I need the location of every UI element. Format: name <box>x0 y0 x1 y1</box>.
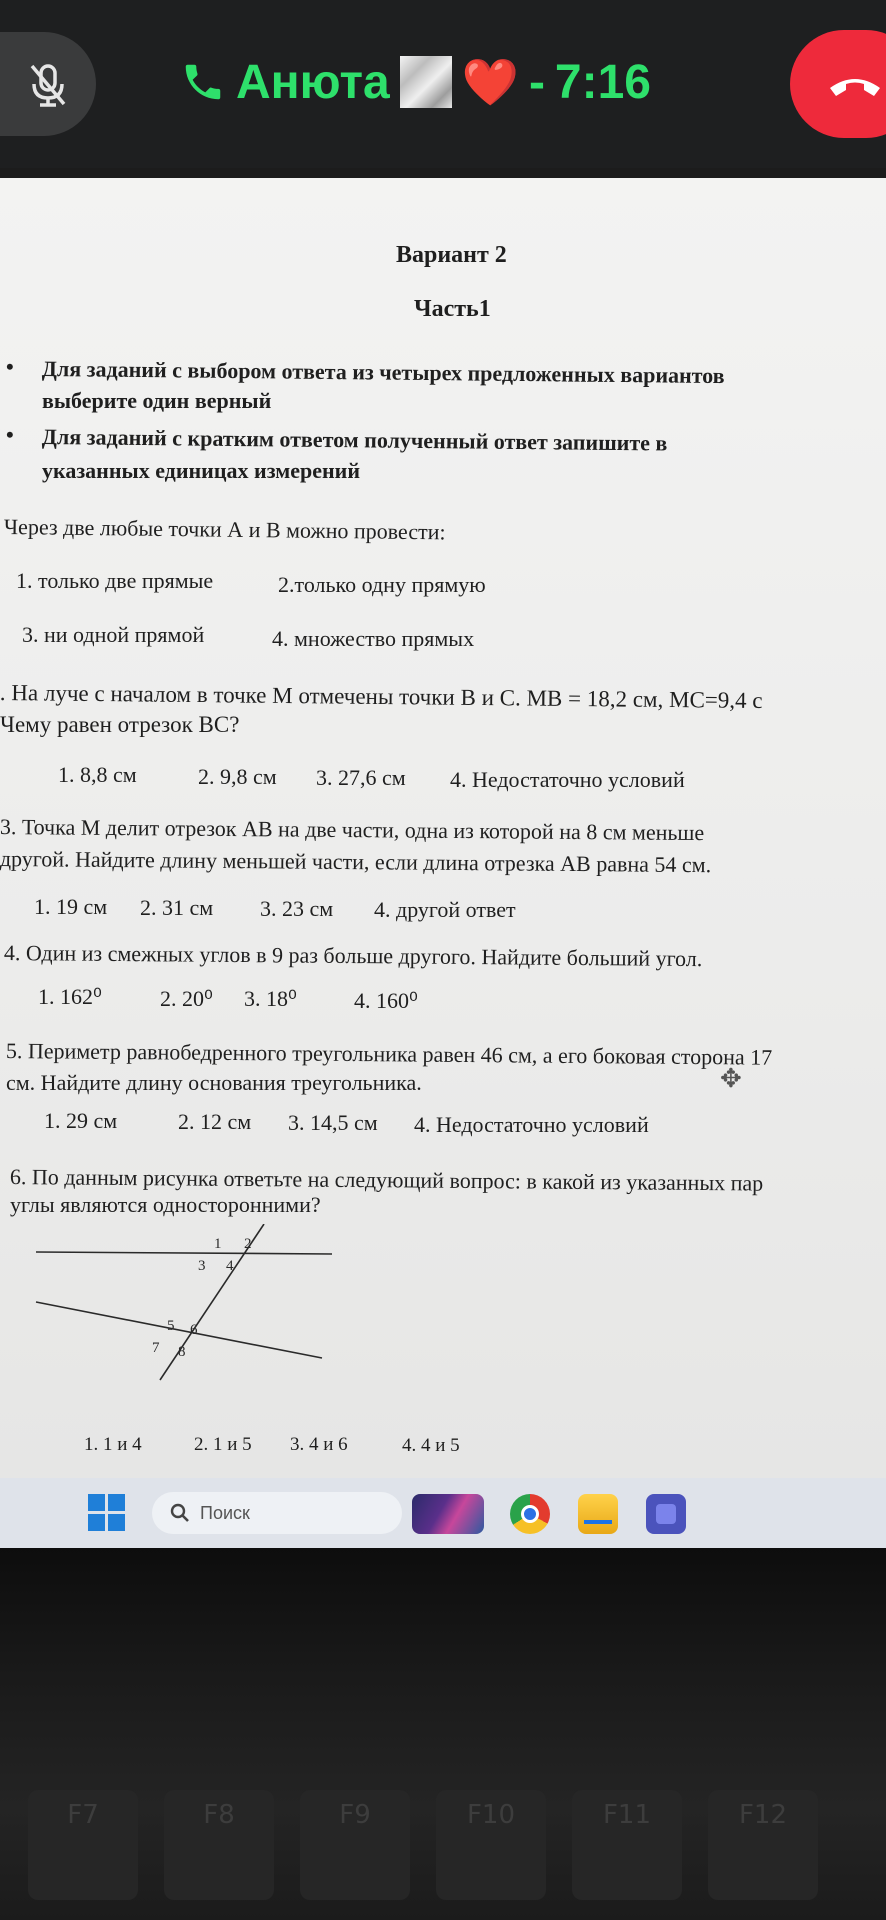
angle-label-1: 1 <box>214 1236 222 1252</box>
parallel-lines-figure <box>30 1224 340 1384</box>
part-title: Часть1 <box>414 296 491 322</box>
question-6-line-1: 6. По данным рисунка ответьте на следующий вопрос: в какой из указанных пар <box>9 1164 764 1196</box>
file-explorer-icon[interactable] <box>578 1494 618 1534</box>
windows-start-icon[interactable] <box>88 1494 126 1532</box>
q4-option-1: 1. 162⁰ <box>38 984 102 1009</box>
heart-emoji: ❤️ <box>461 55 519 108</box>
search-icon <box>170 1503 190 1523</box>
question-4: 4. Один из смежных углов в 9 раз больше другого. Найдите больший угол. <box>3 940 703 972</box>
q5-option-4: 4. Недостаточно условий <box>414 1112 649 1137</box>
key-f11: F11 <box>572 1790 682 1900</box>
call-bar <box>0 0 886 168</box>
taskbar-search[interactable] <box>152 1492 402 1534</box>
worksheet-photo <box>0 178 886 1478</box>
variant-title: Вариант 2 <box>396 242 507 268</box>
angle-label-5: 5 <box>167 1318 175 1334</box>
question-6-line-2: углы являются односторонними? <box>10 1192 321 1217</box>
widgets-icon[interactable] <box>412 1494 484 1534</box>
call-duration: 7:16 <box>554 55 651 109</box>
angle-label-8: 8 <box>178 1344 186 1360</box>
q3-option-1: 1. 19 см <box>34 894 108 919</box>
key-f9: F9 <box>300 1790 410 1900</box>
q5-option-2: 2. 12 см <box>178 1109 252 1134</box>
mute-button[interactable] <box>0 32 96 136</box>
question-5-line-1: 5. Периметр равнобедренного треугольника равен 46 см, а его боковая сторона 17 <box>5 1038 773 1070</box>
q3-option-3: 3. 23 см <box>260 896 334 921</box>
q6-option-3: 3. 4 и 6 <box>290 1434 348 1455</box>
key-f12: F12 <box>708 1790 818 1900</box>
mic-muted-icon <box>26 62 70 108</box>
teams-icon[interactable] <box>646 1494 686 1534</box>
q3-option-2: 2. 31 см <box>140 895 214 920</box>
instruction-line: выберите один верный <box>42 388 272 413</box>
angle-label-3: 3 <box>198 1258 206 1274</box>
q1-option-3: 3. ни одной прямой <box>22 622 205 647</box>
angle-label-7: 7 <box>152 1340 160 1356</box>
q1-option-4: 4. множество прямых <box>272 626 475 651</box>
angle-label-6: 6 <box>190 1322 198 1338</box>
q2-option-2: 2. 9,8 см <box>198 764 277 789</box>
q6-option-4: 4. 4 и 5 <box>402 1435 460 1456</box>
q3-option-4: 4. другой ответ <box>374 897 516 922</box>
key-f10: F10 <box>436 1790 546 1900</box>
q1-option-2: 2.только одну прямую <box>278 572 486 597</box>
phone-icon <box>180 59 226 105</box>
q5-option-3: 3. 14,5 см <box>288 1110 378 1135</box>
angle-label-4: 4 <box>226 1258 234 1274</box>
title-separator: - <box>528 55 545 109</box>
contact-emoji-image <box>400 56 452 108</box>
q5-option-1: 1. 29 см <box>44 1108 118 1133</box>
key-f8: F8 <box>164 1790 274 1900</box>
question-2-line-2: Чему равен отрезок ВС? <box>0 712 240 737</box>
move-cursor-icon: ✥ <box>720 1064 742 1093</box>
line-a <box>36 1252 332 1254</box>
q2-option-4: 4. Недостаточно условий <box>450 767 685 792</box>
q2-option-3: 3. 27,6 см <box>316 765 406 790</box>
q4-option-3: 3. 18⁰ <box>244 986 297 1011</box>
question-1: Через две любые точки А и В можно провести: <box>3 514 446 545</box>
end-call-button[interactable] <box>790 30 886 138</box>
instruction-line: Для заданий с выбором ответа из четырех предложенных вариантов <box>41 356 725 389</box>
q4-option-4: 4. 160⁰ <box>354 988 418 1013</box>
contact-name: Анюта <box>236 55 390 109</box>
taskbar <box>0 1478 886 1548</box>
question-3-line-2: другой. Найдите длину меньшей части, если длина отрезка АВ равна 54 см. <box>0 846 712 878</box>
question-2-line-1: . На луче с началом в точке М отмечены точки В и С. МВ = 18,2 см, МС=9,4 с <box>0 680 763 713</box>
bullet: • <box>6 354 14 379</box>
instruction-line: Для заданий с кратким ответом полученный ответ запишите в <box>41 424 668 456</box>
search-placeholder: Поиск <box>200 1502 250 1523</box>
angle-label-2: 2 <box>244 1236 252 1252</box>
q6-option-1: 1. 1 и 4 <box>84 1434 142 1455</box>
chrome-icon[interactable] <box>510 1494 550 1534</box>
q2-option-1: 1. 8,8 см <box>58 762 137 787</box>
bullet: • <box>6 422 14 447</box>
q1-option-1: 1. только две прямые <box>16 568 214 593</box>
question-5-line-2: см. Найдите длину основания треугольника. <box>6 1070 422 1095</box>
q6-option-2: 2. 1 и 5 <box>194 1434 252 1455</box>
question-3-line-1: 3. Точка М делит отрезок АВ на две части, одна из которой на 8 см меньше <box>0 814 705 846</box>
call-title <box>180 52 651 112</box>
instruction-line: указанных единицах измерений <box>42 458 361 483</box>
end-call-icon <box>824 64 886 104</box>
key-f7: F7 <box>28 1790 138 1900</box>
q4-option-2: 2. 20⁰ <box>160 986 213 1011</box>
